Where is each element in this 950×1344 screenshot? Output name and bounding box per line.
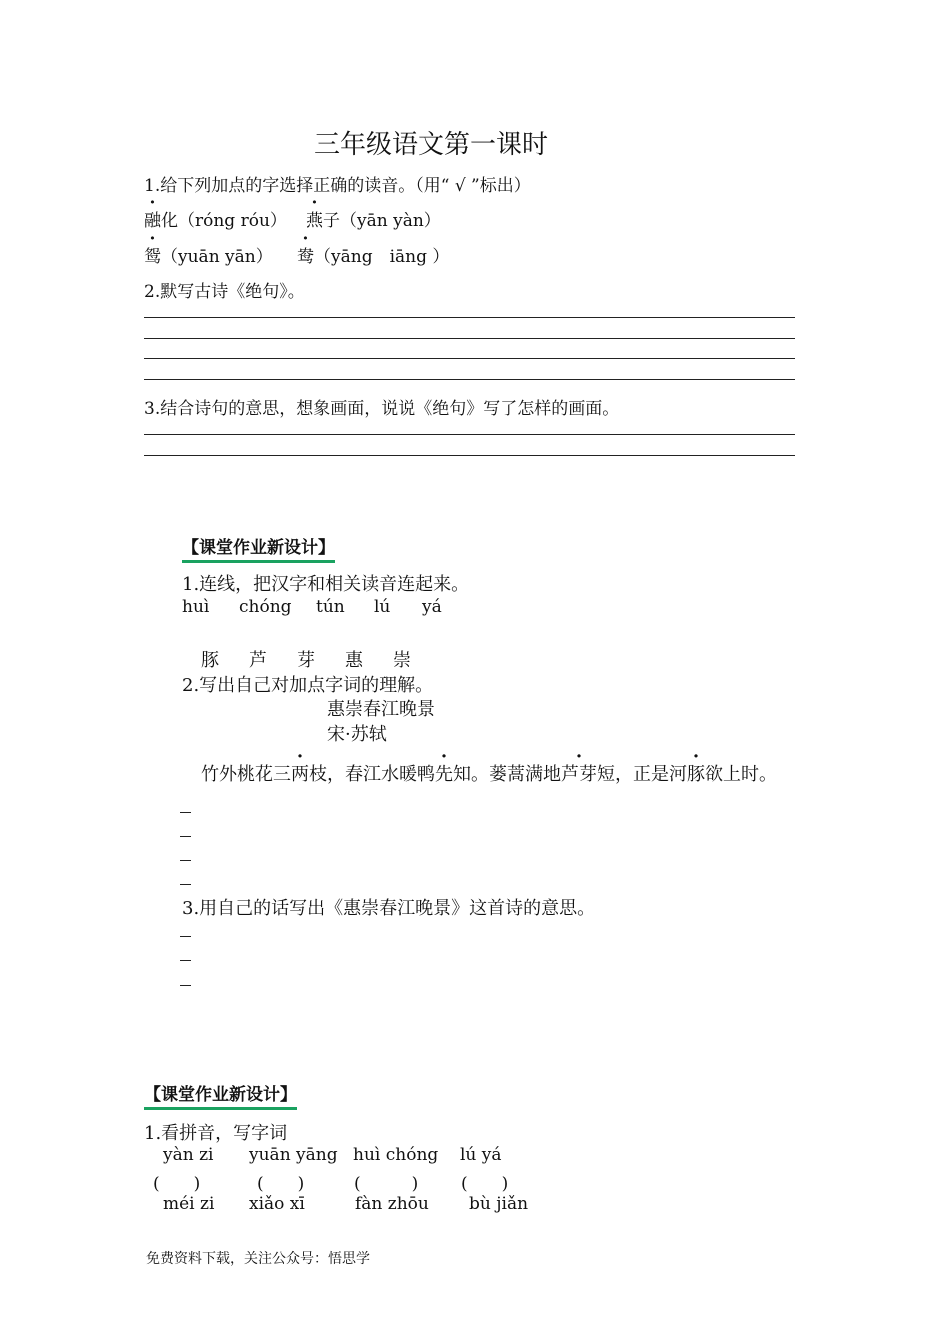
answer-dash: [180, 960, 191, 961]
section-heading: 【课堂作业新设计】: [182, 533, 335, 563]
footer-note: 免费资料下载，关注公众号：悟思学: [146, 1251, 370, 1267]
pinyin: lú yá: [460, 1145, 502, 1165]
answer-line: [144, 455, 795, 456]
answer-dash: [180, 812, 191, 813]
pronunciation-options: 化（róng róu）: [161, 211, 287, 231]
answer-dash: [180, 985, 191, 986]
dotted-phrase: 河豚欲: [669, 764, 723, 785]
pinyin: lú: [374, 597, 391, 617]
pronunciation-options: （yāng iāng ）: [314, 247, 450, 267]
question-1: 1.给下列加点的字选择正确的读音。（用“ √ ”标出）: [144, 176, 531, 196]
dotted-char: 鸯: [297, 247, 314, 267]
dotted-char: 融: [144, 211, 161, 231]
answer-line: [144, 338, 795, 339]
dotted-char: 燕: [306, 211, 323, 231]
pronunciation-item-yuan: [144, 242, 273, 267]
poem-text: [201, 760, 777, 786]
question-2: 2.写出自己对加点字词的理解。: [182, 675, 434, 696]
pinyin: yàn zi: [163, 1145, 214, 1165]
pinyin: huì: [182, 597, 210, 617]
poem-segment: ，春江水暖: [327, 764, 417, 785]
poem-segment: 。蒌蒿满地: [471, 764, 561, 785]
answer-line: [144, 358, 795, 359]
pronunciation-item-yang: [297, 242, 449, 267]
answer-dash: [180, 884, 191, 885]
answer-box[interactable]: ( ): [153, 1174, 201, 1194]
pinyin-row: [163, 1194, 528, 1214]
pronunciation-options: 子（yān yàn）: [323, 211, 441, 231]
pinyin: chóng: [239, 597, 292, 617]
answer-dash: [180, 860, 191, 861]
answer-line: [144, 434, 795, 435]
char: 惠: [345, 650, 363, 671]
pinyin: xiǎo xī: [249, 1194, 305, 1214]
answer-box-row: [153, 1169, 508, 1194]
pronunciation-item-ronghua: [144, 206, 287, 231]
pinyin-row: [182, 597, 442, 617]
char: 豚: [201, 650, 219, 671]
question-3: 3.用自己的话写出《惠崇春江晚景》这首诗的意思。: [182, 898, 596, 919]
answer-line: [144, 379, 795, 380]
answer-box[interactable]: ( ): [257, 1174, 305, 1194]
pronunciation-item-yanzi: [306, 206, 441, 231]
poem-segment: 竹外桃花: [201, 764, 273, 785]
pinyin: tún: [316, 597, 345, 617]
poem-author: 宋·苏轼: [327, 724, 387, 745]
dotted-phrase: 芦芽: [561, 764, 597, 785]
char-row: [201, 646, 411, 672]
answer-dash: [180, 936, 191, 937]
answer-box[interactable]: ( ): [461, 1174, 509, 1194]
answer-dash: [180, 836, 191, 837]
page-title: 三年级语文第一课时: [314, 130, 549, 160]
char: 崇: [393, 650, 411, 671]
char: 芦: [249, 650, 267, 671]
pinyin: huì chóng: [353, 1145, 439, 1165]
poem-segment: 上时。: [723, 764, 777, 785]
answer-line: [144, 317, 795, 318]
poem-title: 惠崇春江晚景: [327, 699, 435, 720]
answer-box[interactable]: ( ): [354, 1174, 419, 1194]
char: 芽: [297, 650, 315, 671]
question-2: 2.默写古诗《绝句》。: [144, 282, 305, 302]
pinyin: yuān yāng: [249, 1145, 338, 1165]
pinyin: yá: [422, 597, 442, 617]
section-heading: 【课堂作业新设计】: [144, 1080, 297, 1110]
dotted-char: 鸳: [144, 247, 161, 267]
question-1: 1.连线，把汉字和相关读音连起来。: [182, 574, 470, 595]
pronunciation-options: （yuān yān）: [161, 247, 273, 267]
pinyin-row: [163, 1145, 502, 1165]
question-3: 3.结合诗句的意思，想象画面，说说《绝句》写了怎样的画面。: [144, 399, 620, 419]
pinyin: fàn zhōu: [355, 1194, 429, 1214]
dotted-phrase: 鸭先知: [417, 764, 471, 785]
dotted-phrase: 三两枝: [273, 764, 327, 785]
pinyin: bù jiǎn: [469, 1194, 529, 1214]
pinyin: méi zi: [163, 1194, 215, 1214]
poem-segment: 短，正是: [597, 764, 669, 785]
question-1: 1.看拼音，写字词: [144, 1123, 288, 1144]
